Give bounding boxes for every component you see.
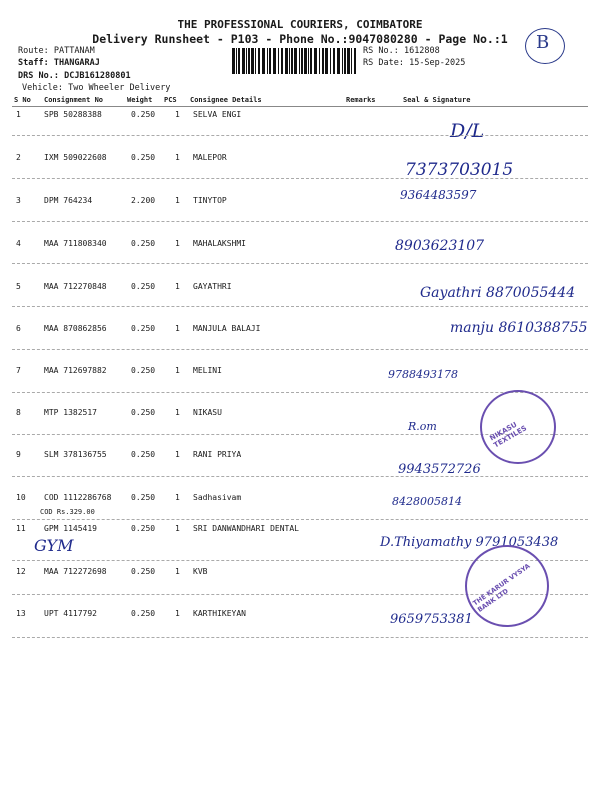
row-divider [12, 476, 588, 477]
col-consignee: Consignee Details [190, 96, 262, 104]
barcode-bar [246, 48, 247, 74]
row-weight: 0.250 [131, 110, 156, 119]
barcode-bar [285, 48, 288, 74]
barcode-bar [351, 48, 352, 74]
barcode-bar [267, 48, 268, 74]
row-sno: 11 [16, 524, 26, 533]
barcode-bar [236, 48, 237, 74]
row-pcs: 1 [175, 239, 180, 248]
row-consignee: SELVA ENGI [193, 110, 242, 119]
row-consignee: MANJULA BALAJI [193, 324, 261, 333]
row-pcs: 1 [175, 567, 180, 576]
row-consignee: MALEPOR [193, 153, 227, 162]
row-divider [12, 178, 588, 179]
row-consignee: MELINI [193, 366, 222, 375]
row-pcs: 1 [175, 524, 180, 533]
row-sno: 9 [16, 450, 21, 459]
barcode-bar [273, 48, 276, 74]
table-row [0, 196, 600, 216]
cod-amount: COD Rs.329.00 [40, 508, 95, 516]
row-pcs: 1 [175, 450, 180, 459]
row-consignment-no: IXM 509022608 [44, 153, 107, 162]
col-sno: S No [14, 96, 31, 104]
row-weight: 0.250 [131, 366, 156, 375]
row-sno: 5 [16, 282, 21, 291]
row-pcs: 1 [175, 609, 180, 618]
row-consignment-no: MAA 712270848 [44, 282, 107, 291]
textile-seal-stamp: NIKASU TEXTILES [480, 390, 556, 464]
col-remarks: Remarks [346, 96, 376, 104]
barcode [232, 48, 358, 74]
rs-number: RS No.: 1612808 [363, 46, 440, 56]
vehicle-info: Vehicle: Two Wheeler Delivery [22, 83, 171, 93]
row-consignee: RANI PRIYA [193, 450, 242, 459]
handwritten-signature: 9364483597 [400, 188, 477, 202]
barcode-bar [269, 48, 271, 74]
row-consignment-no: SLM 378136755 [44, 450, 107, 459]
barcode-bar [310, 48, 312, 74]
vehicle-value: Two Wheeler Delivery [68, 83, 171, 93]
row-sno: 3 [16, 196, 21, 205]
barcode-bar [251, 48, 254, 74]
col-consignment: Consignment No [44, 96, 104, 104]
barcode-bar [304, 48, 307, 74]
row-weight: 0.250 [131, 239, 156, 248]
row-sno: 1 [16, 110, 21, 119]
barcode-bar [232, 48, 235, 74]
drs-info: DRS No.: DCJB161280801 [18, 71, 131, 81]
handwritten-signature: D/L [450, 120, 485, 142]
staff-info: Staff: THANGARAJ [18, 58, 100, 68]
col-weight: Weight [127, 96, 153, 104]
barcode-bar [301, 48, 303, 74]
barcode-bar [294, 48, 297, 74]
route-value: PATTANAM [53, 46, 95, 56]
row-weight: 0.250 [131, 450, 156, 459]
table-row [0, 239, 600, 259]
row-weight: 0.250 [131, 524, 156, 533]
barcode-bar [299, 48, 300, 74]
col-signature: Seal & Signature [403, 96, 471, 104]
row-consignment-no: MAA 870862856 [44, 324, 107, 333]
barcode-bar [354, 48, 356, 74]
row-consignment-no: MAA 711808340 [44, 239, 107, 248]
row-consignee: KVB [193, 567, 208, 576]
handwritten-signature: 8903623107 [395, 238, 485, 254]
row-weight: 0.250 [131, 324, 156, 333]
row-pcs: 1 [175, 493, 180, 502]
barcode-bar [242, 48, 245, 74]
row-consignee: NIKASU [193, 408, 222, 417]
barcode-bar [248, 48, 250, 74]
row-sno: 8 [16, 408, 21, 417]
row-sno: 12 [16, 567, 26, 576]
barcode-bar [278, 48, 279, 74]
row-consignment-no: DPM 764234 [44, 196, 93, 205]
row-divider [12, 306, 588, 307]
staff-value: THANGARAJ [53, 58, 100, 68]
row-pcs: 1 [175, 324, 180, 333]
handwritten-signature: D.Thiyamathy 9791053438 [380, 535, 559, 550]
row-divider [12, 135, 588, 136]
barcode-bar [238, 48, 240, 74]
row-weight: 2.200 [131, 196, 156, 205]
row-weight: 0.250 [131, 153, 156, 162]
row-consignee: GAYATHRI [193, 282, 232, 291]
row-weight: 0.250 [131, 408, 156, 417]
col-pcs: PCS [164, 96, 177, 104]
barcode-bar [342, 48, 343, 74]
bank-seal-stamp: THE KARUR VYSYA BANK LTD [465, 545, 549, 627]
row-consignee: TINYTOP [193, 196, 227, 205]
handwritten-signature: 9659753381 [390, 612, 473, 627]
handwritten-signature: 9788493178 [388, 368, 458, 381]
row-sno: 2 [16, 153, 21, 162]
row-pcs: 1 [175, 196, 180, 205]
barcode-bar [255, 48, 256, 74]
barcode-bar [347, 48, 350, 74]
barcode-bar [262, 48, 265, 74]
row-sno: 13 [16, 609, 26, 618]
row-pcs: 1 [175, 366, 180, 375]
handwritten-signature: Gayathri 8870055444 [420, 285, 576, 301]
row-sno: 7 [16, 366, 21, 375]
table-row [0, 110, 600, 130]
row-weight: 0.250 [131, 282, 156, 291]
handwritten-signature: 8428005814 [392, 495, 462, 508]
header-divider [12, 106, 588, 107]
barcode-bar [281, 48, 283, 74]
row-divider [12, 263, 588, 264]
route-info: Route: PATTANAM [18, 46, 95, 56]
row-sno: 6 [16, 324, 21, 333]
table-row [0, 366, 600, 386]
company-title: THE PROFESSIONAL COURIERS, COIMBATORE [177, 18, 423, 31]
barcode-bar [330, 48, 331, 74]
row-pcs: 1 [175, 282, 180, 291]
row-pcs: 1 [175, 408, 180, 417]
barcode-bar [314, 48, 317, 74]
barcode-bar [289, 48, 290, 74]
barcode-bar [308, 48, 309, 74]
row-weight: 0.250 [131, 493, 156, 502]
row-divider [12, 349, 588, 350]
row-sno: 10 [16, 493, 26, 502]
row-consignment-no: MTP 1382517 [44, 408, 97, 417]
handwritten-signature: 7373703015 [405, 160, 514, 180]
row-divider [12, 519, 588, 520]
handwritten-signature: manju 8610388755 [450, 320, 588, 336]
rs-date: RS Date: 15-Sep-2025 [363, 58, 466, 68]
handwritten-signature: R.om [408, 420, 437, 433]
handwritten-signature: 9943572726 [398, 462, 481, 477]
row-consignment-no: MAA 712697882 [44, 366, 107, 375]
barcode-bar [344, 48, 346, 74]
row-weight: 0.250 [131, 567, 156, 576]
handwritten-remark: GYM [34, 536, 74, 555]
barcode-bar [325, 48, 328, 74]
barcode-bar [333, 48, 335, 74]
row-pcs: 1 [175, 153, 180, 162]
row-consignment-no: MAA 712272698 [44, 567, 107, 576]
row-consignee: Sadhasivam [193, 493, 242, 502]
row-consignment-no: SPB 50288388 [44, 110, 102, 119]
row-divider [12, 637, 588, 638]
barcode-bar [322, 48, 324, 74]
barcode-bar [337, 48, 340, 74]
row-sno: 4 [16, 239, 21, 248]
row-consignment-no: COD 1112286768 [44, 493, 112, 502]
handwritten-letter: B [536, 32, 550, 53]
row-consignment-no: GPM 1145419 [44, 524, 97, 533]
runsheet-subtitle: Delivery Runsheet - P103 - Phone No.:9047080280 - Page No.:1 [92, 32, 508, 46]
row-pcs: 1 [175, 110, 180, 119]
row-consignment-no: UPT 4117792 [44, 609, 97, 618]
barcode-bar [258, 48, 260, 74]
barcode-bar [291, 48, 293, 74]
row-consignee: MAHALAKSHMI [193, 239, 246, 248]
row-consignee: KARTHIKEYAN [193, 609, 246, 618]
row-divider [12, 221, 588, 222]
row-weight: 0.250 [131, 609, 156, 618]
row-consignee: SRI DANWANDHARI DENTAL [193, 524, 299, 533]
barcode-bar [319, 48, 320, 74]
drs-value: DCJB161280801 [64, 71, 131, 81]
